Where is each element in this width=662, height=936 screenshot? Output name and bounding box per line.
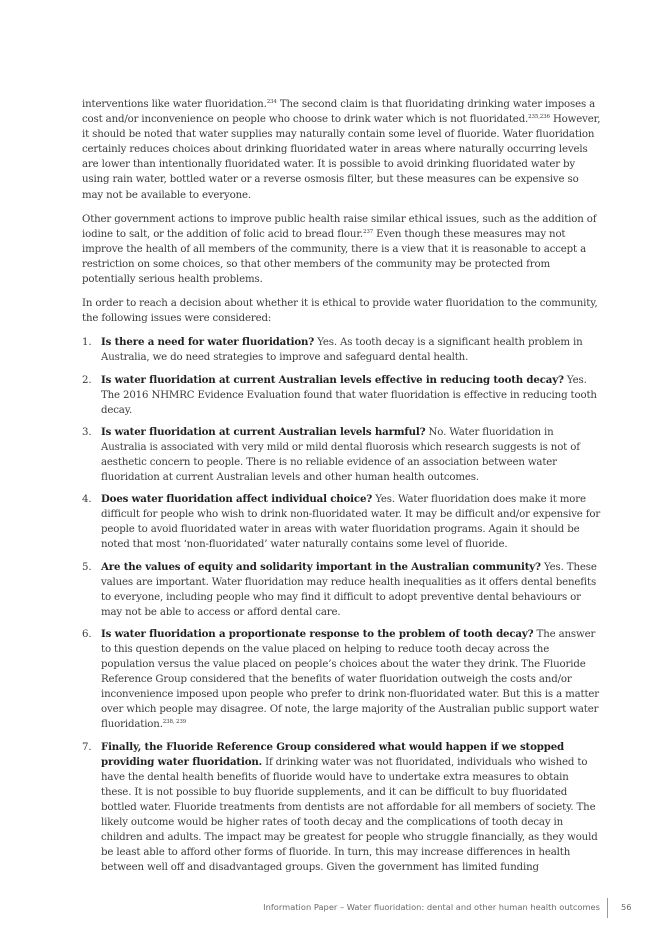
answer-text: Yes. The 2016 NHMRC Evidence Evaluation found that water fluoridation is effective in reducing tooth decay. <box>101 374 597 416</box>
page-number: 56 <box>621 902 632 912</box>
text-run: The second claim is that fluoridating drinking water imposes a cost and/or inconvenience on people who choose to drink water which is not fluoridated. <box>82 99 596 126</box>
paragraph <box>82 97 602 203</box>
list-number: 7. <box>82 741 92 753</box>
list-number: 2. <box>82 374 92 386</box>
reference-superscript: 238, 239 <box>162 719 187 726</box>
list-item <box>82 492 602 552</box>
reference-superscript: 235,236 <box>528 114 550 121</box>
answer-text: The answer to this question depends on the value placed on helping to reduce tooth decay across the population versus the value placed on people’s choices about the water they drink. The Fluoride Reference Group considered that the benefits of water fluoridation outweigh the costs and/or inconvenience imposed upon people who prefer to drink non-fluoridated water. But this is a matter over which people may disagree. Of note, the large majority of the Australian public support water fluoridation. <box>101 628 600 731</box>
question-heading: Is water fluoridation at current Australian levels effective in reducing tooth decay? <box>101 373 564 386</box>
list-item <box>82 560 602 620</box>
list-item <box>82 425 602 485</box>
answer-text: Yes. Water fluoridation does make it more difficult for people who wish to drink non-fluoridated water. It may be difficult and/or expensive for people to avoid fluoridated water in areas with water fluoridation programs. Again it should be noted that most ‘non-fluoridated’ water naturally contains some level of fluoride. <box>101 494 601 551</box>
reference-superscript: 237 <box>363 228 374 235</box>
paragraph <box>82 212 602 287</box>
numbered-list <box>82 335 602 875</box>
answer-text: Yes. These values are important. Water fluoridation may reduce health inequalities as it offers dental benefits to everyone, including people who may find it difficult to adopt preventive dental behaviours or may not be able to access or afford dental care. <box>101 561 597 618</box>
question-heading: Is water fluoridation at current Australian levels harmful? <box>101 425 426 438</box>
question-heading: Are the values of equity and solidarity important in the Australian community? <box>101 560 541 573</box>
answer-text: No. Water fluoridation in Australia is associated with very mild or mild dental fluorosis which research suggests is not of aesthetic concern to people. There is no reliable evidence of an association between water fluoridation at current Australian levels and other human health outcomes. <box>101 426 580 484</box>
page-footer <box>0 902 662 916</box>
question-heading: Does water fluoridation affect individual choice? <box>101 493 373 506</box>
list-number: 1. <box>82 337 92 349</box>
reference-superscript: 234 <box>266 99 277 105</box>
question-heading: Finally, the Fluoride Reference Group considered what would happen if we stopped providing water fluoridation. <box>101 740 565 768</box>
text-run: Even though these measures may not improve the health of all members of the community, there is a view that it is reasonable to accept a restriction on some choices, so that other members of the community may be protected from potentially serious health problems. <box>82 228 586 286</box>
list-number: 5. <box>82 561 92 573</box>
footer-title: Information Paper – Water fluoridation: dental and other human health outcomes <box>263 902 600 912</box>
question-heading: Is there a need for water fluoridation? <box>101 336 315 349</box>
footer-divider <box>607 898 608 918</box>
answer-text: If drinking water was not fluoridated, individuals who wished to have the dental health benefits of fluoride would have to undertake extra measures to obtain these. It is not possible to buy fluoride supplements, and it can be difficult to buy fluoridated bottled water. Fluoride treatments from dentists are not affordable for all members of society. The likely outcome would be higher rates of tooth decay and the complications of tooth decay in children and adults. The impact may be greatest for people who struggle financially, as they would be least able to afford other forms of fluoride. In turn, this may increase differences in health between well off and disadvantaged groups. Given the government has limited funding <box>101 756 598 874</box>
answer-text: Yes. As tooth decay is a significant health problem in Australia, we do need strategies to improve and safeguard dental health. <box>101 337 583 364</box>
list-number: 6. <box>82 628 92 640</box>
list-item <box>82 373 602 418</box>
text-run: Other government actions to improve public health raise similar ethical issues, such as the addition of iodine to salt, or the addition of folic acid to bread flour. <box>82 213 597 240</box>
list-item <box>82 740 602 876</box>
text-run: interventions like water fluoridation. <box>82 99 267 110</box>
list-item <box>82 627 602 733</box>
list-item <box>82 335 602 365</box>
body-text <box>82 97 602 882</box>
paragraph: In order to reach a decision about whether it is ethical to provide water fluoridation to the community, the following issues were considered: <box>82 298 598 325</box>
question-heading: Is water fluoridation a proportionate response to the problem of tooth decay? <box>101 627 534 640</box>
text-run: However, it should be noted that water supplies may naturally contain some level of fluoride. Water fluoridation certainly reduces choices about drinking fluoridated water in areas where naturally occurring levels are lower than intentionally fluoridated water. It is possible to avoid drinking fluoridated water by using rain water, bottled water or a reverse osmosis filter, but these measures can be expensive so may not be available to everyone. <box>82 114 601 201</box>
list-number: 4. <box>82 494 92 506</box>
list-number: 3. <box>82 426 92 438</box>
